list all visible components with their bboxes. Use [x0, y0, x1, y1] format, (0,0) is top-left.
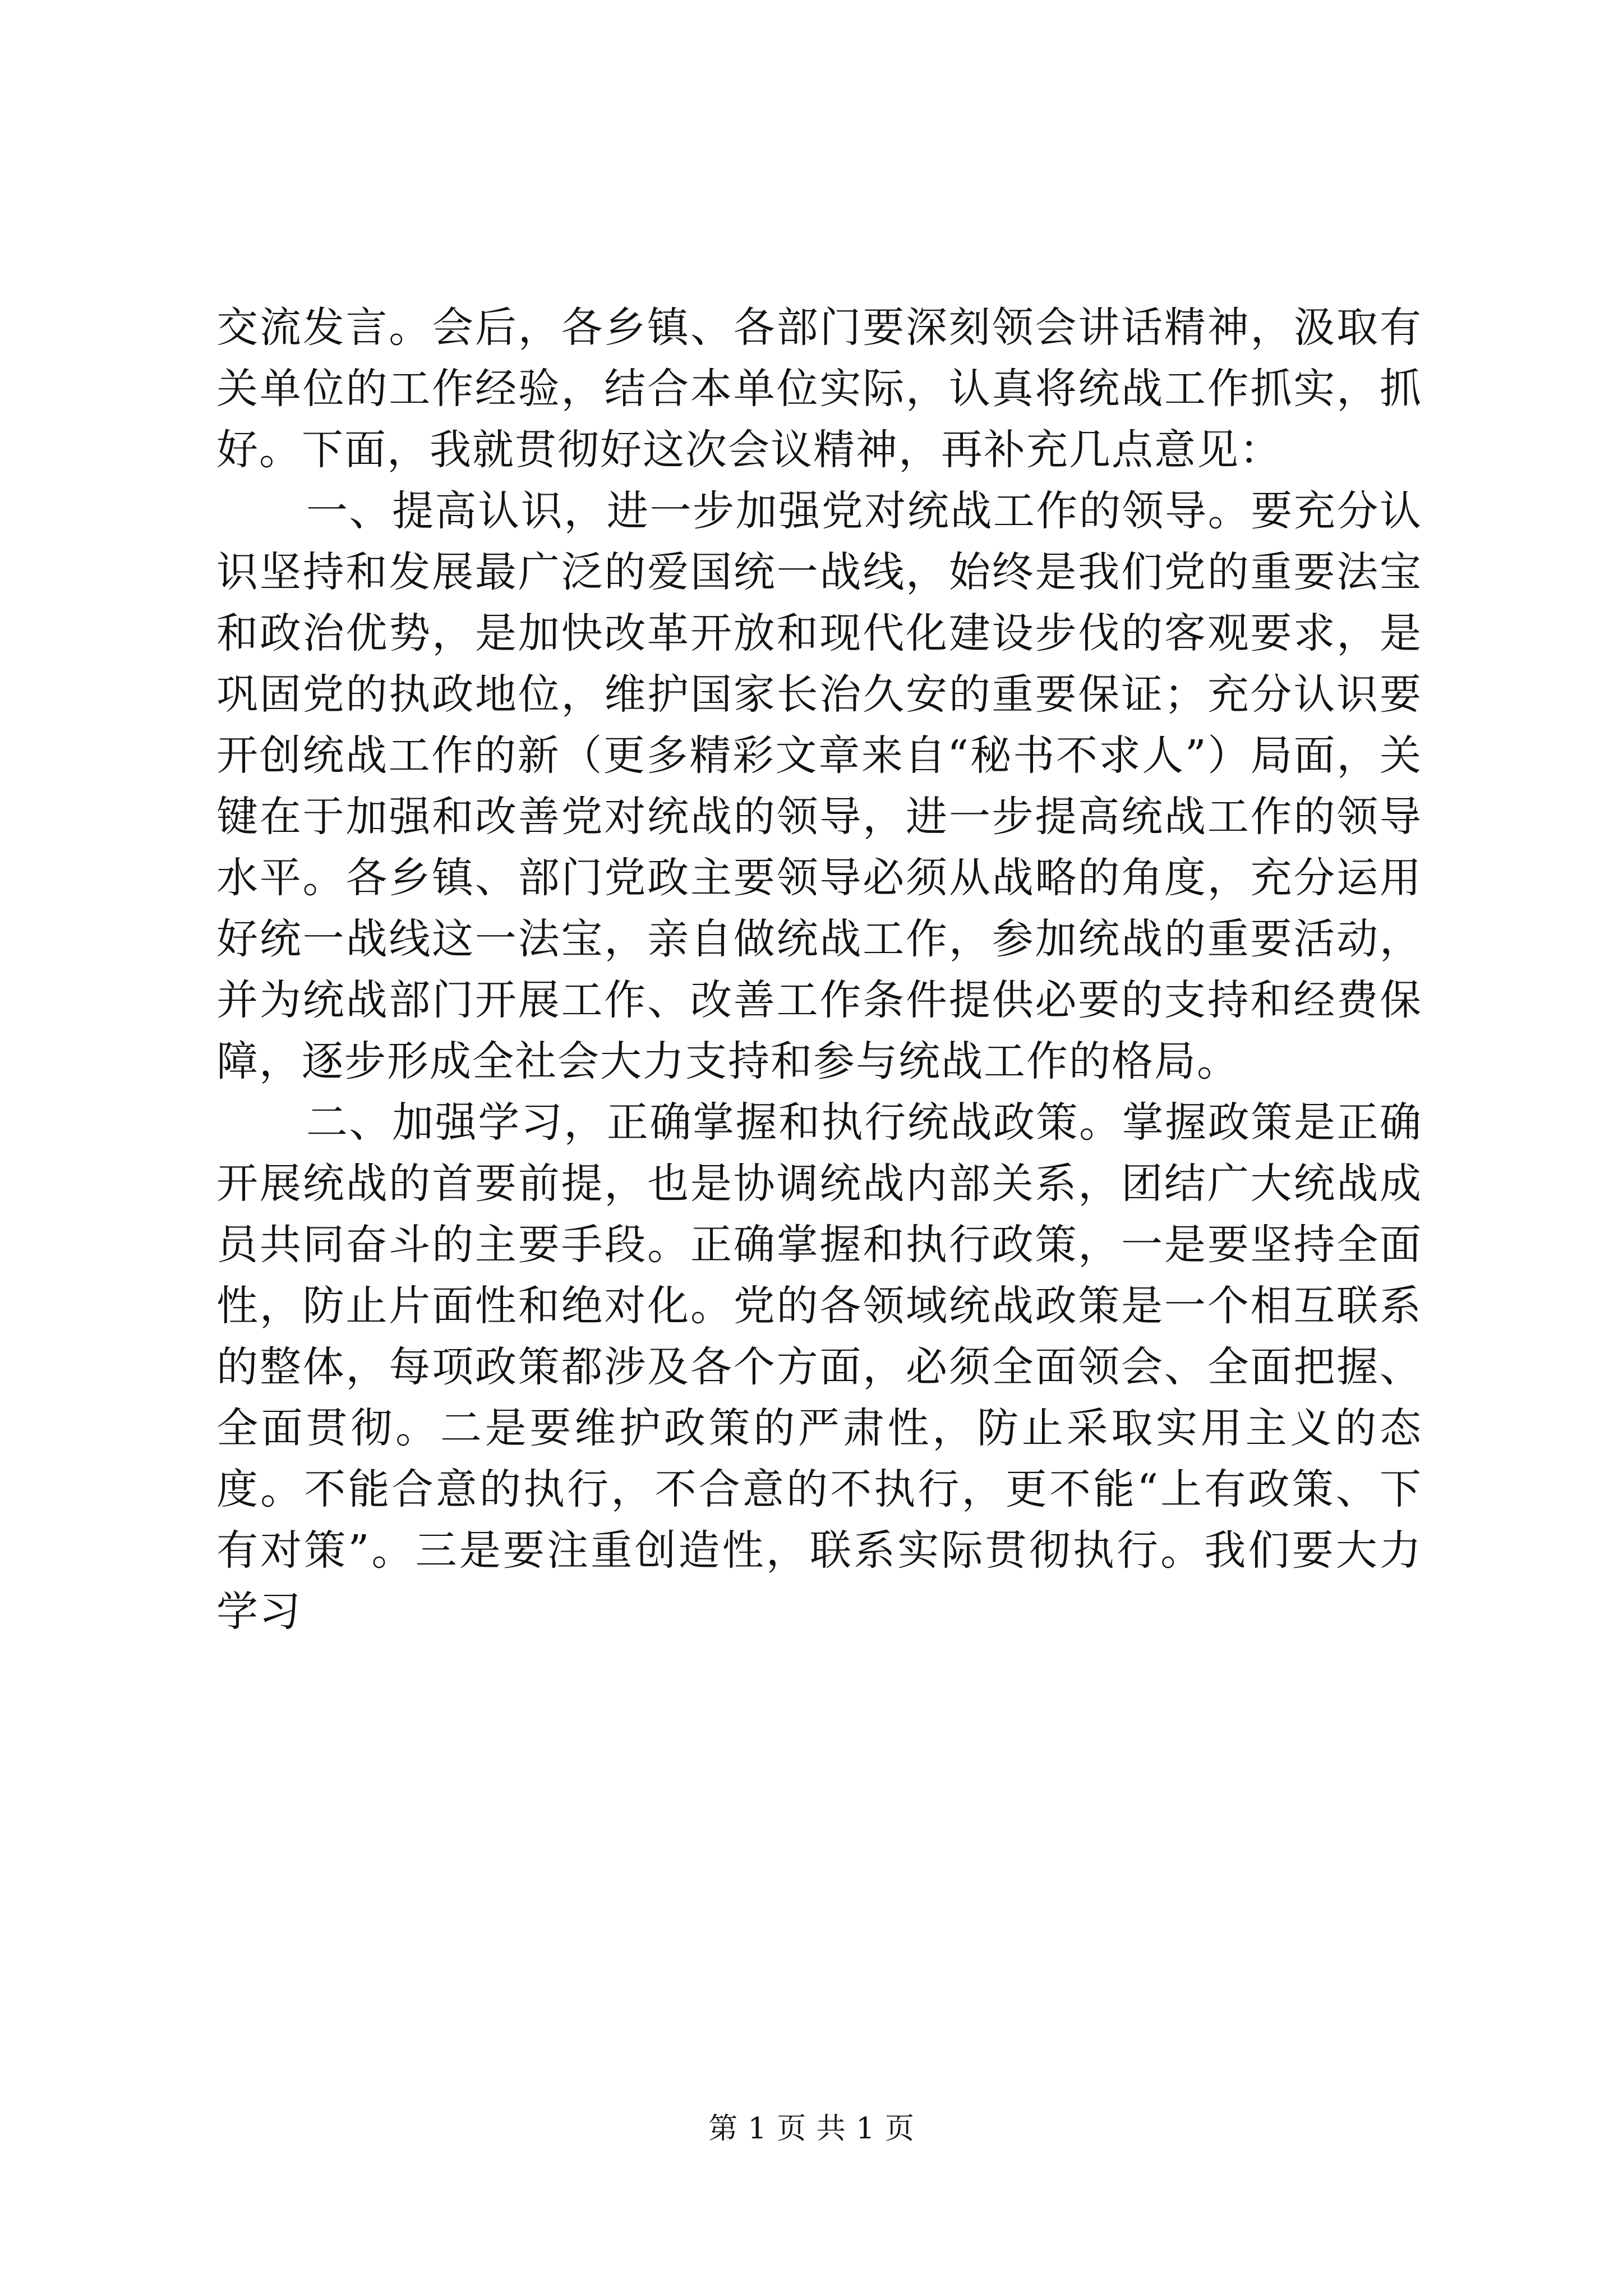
paragraph-1: 交流发言。会后，各乡镇、各部门要深刻领会讲话精神，汲取有关单位的工作经验，结合本单位实际，认真将统战工作抓实，抓好。下面，我就贯彻好这次会议精神，再补充几点意见：: [216, 303, 1422, 474]
paragraph-2: 一、提高认识，进一步加强党对统战工作的领导。要充分认识坚持和发展最广泛的爱国统一战线，始终是我们党的重要法宝和政治优势，是加快改革开放和现代化建设步伐的客观要求，是巩固党的执政地位，维护国家长治久安的重要保证；充分认识要开创统战工作的新（更多精彩文章来自“秘书不求人”）局面，关键在于加强和改善党对统战的领导，进一步提高统战工作的领导水平。各乡镇、部门党政主要领导必须从战略的角度，充分运用好统一战线这一法宝，亲自做统战工作，参加统战的重要活动，并为统战部门开展工作、改善工作条件提供必要的支持和经费保障，逐步形成全社会大力支持和参与统战工作的格局。: [216, 487, 1422, 1085]
page-number-label: 第 1 页 共 1 页: [708, 2112, 915, 2146]
paragraph-3: 二、加强学习，正确掌握和执行统战政策。掌握政策是正确开展统战的首要前提，也是协调统战内部关系，团结广大统战成员共同奋斗的主要手段。正确掌握和执行政策，一是要坚持全面性，防止片面性和绝对化。党的各领域统战政策是一个相互联系的整体，每项政策都涉及各个方面，必须全面领会、全面把握、全面贯彻。二是要维护政策的严肃性，防止采取实用主义的态度。不能合意的执行，不合意的不执行，更不能“上有政策、下有对策”。三是要注重创造性，联系实际贯彻执行。我们要大力学习: [216, 1098, 1422, 1636]
document-body: [216, 297, 1422, 1642]
page-footer: [0, 2112, 1623, 2146]
